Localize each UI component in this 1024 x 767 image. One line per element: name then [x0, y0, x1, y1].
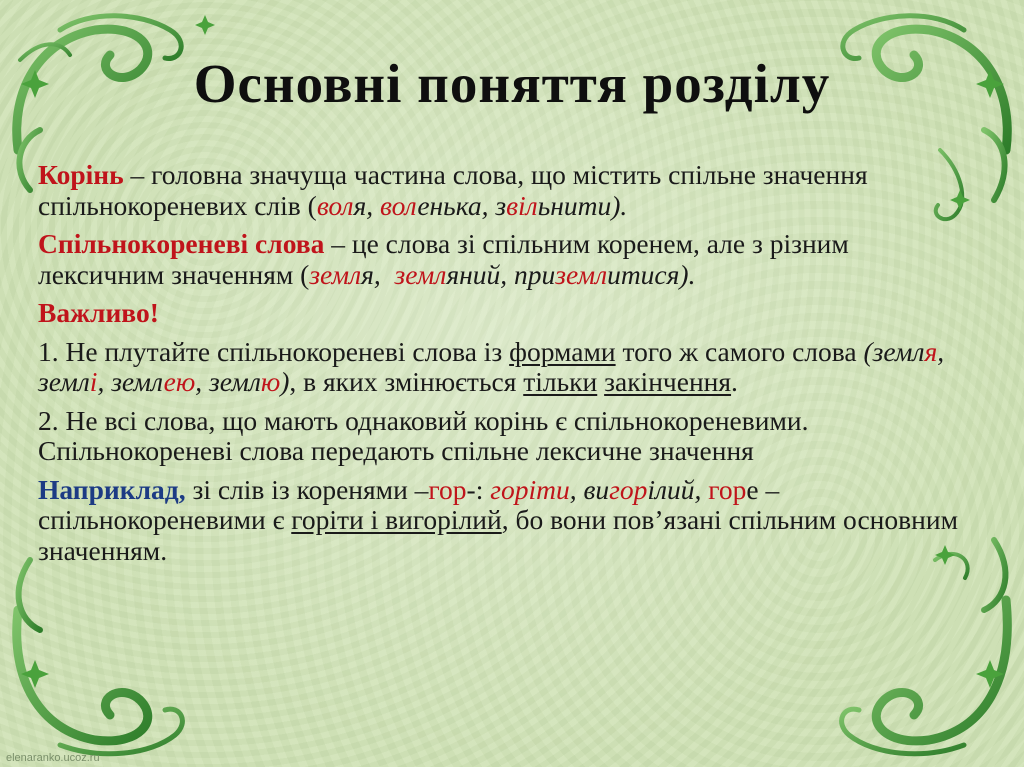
example-root: земл	[309, 258, 362, 290]
underlined-ending: закінчення	[604, 366, 732, 397]
period: .	[160, 534, 168, 566]
separator: ,	[97, 366, 112, 397]
important-heading	[38, 298, 968, 329]
closing-paren: ).	[611, 189, 628, 221]
example-ending: енька	[417, 189, 482, 221]
example-ending: я	[353, 189, 367, 221]
separator: ,	[937, 335, 945, 367]
example-text: -:	[466, 473, 491, 505]
corner-swirl-bottom-left	[17, 560, 183, 754]
word-root: гор	[609, 473, 648, 505]
rule-text: , в яких змінюється	[289, 366, 524, 397]
rule-number: 1.	[38, 335, 59, 367]
example-text: – спільнокореневими є	[38, 473, 780, 535]
rule-text: того ж самого слова	[615, 335, 864, 367]
term-root: Корінь	[38, 159, 124, 190]
example-root: вол	[380, 189, 418, 221]
example-ending: ьнити	[537, 189, 612, 221]
example-root: вол	[316, 189, 354, 221]
definition-root	[38, 160, 968, 221]
example-root: віл	[506, 189, 538, 221]
underlined-words: горіти і вигорілий	[291, 504, 502, 535]
form-ending: ею	[163, 366, 196, 397]
example-text: зі слів із коренями –	[185, 473, 429, 505]
separator: ,	[500, 258, 515, 290]
opening-paren: (	[863, 335, 873, 367]
word-root: гор	[490, 473, 529, 505]
separator: ,	[373, 258, 395, 290]
important-label: Важливо!	[38, 297, 159, 328]
watermark: elenaranko.ucoz.ru	[6, 752, 100, 764]
underlined-only: тільки	[523, 366, 598, 397]
word-ending: ілий	[647, 473, 695, 505]
word-root: гор	[708, 473, 747, 505]
example-ending: яний	[446, 258, 501, 290]
slide-body	[38, 160, 968, 574]
word-prefix: ви	[583, 473, 610, 505]
separator: ,	[195, 366, 210, 397]
separator: ,	[481, 189, 496, 221]
separator: ,	[694, 473, 709, 505]
word-ending: іти	[528, 473, 570, 505]
rule-2	[38, 406, 968, 467]
form-ending: ю	[260, 366, 281, 397]
example-ending: я	[361, 258, 374, 290]
rule-text: Не плутайте спільнокореневі слова із	[58, 335, 510, 367]
word-ending: е	[746, 473, 759, 505]
form-ending: і	[89, 366, 98, 397]
definition-cognates	[38, 229, 968, 290]
example-root: земл	[394, 258, 447, 290]
example-prefix: з	[495, 189, 507, 221]
closing-paren: )	[280, 366, 290, 397]
example-prefix: при	[514, 258, 556, 290]
example-list	[309, 259, 695, 290]
closing-paren: ).	[679, 258, 696, 290]
sparkle-bottom-left	[21, 660, 49, 688]
definition-text: – це слова зі спільним коренем, але з різним лексичним значенням (	[38, 228, 849, 290]
slide-title: Основні поняття розділу	[193, 53, 831, 114]
rule-text: Не всі слова, що мають однаковий корінь є спільнокореневими. Спільнокореневі слова передають спільне лексичне значення	[38, 404, 809, 466]
example-list	[317, 190, 627, 221]
separator: ,	[366, 189, 380, 221]
form-root: земл	[111, 366, 164, 397]
separator: ,	[569, 473, 584, 505]
highlighted-root: гор	[428, 473, 467, 505]
example-root: земл	[555, 258, 608, 290]
form-root: земл	[38, 366, 90, 397]
rule-number: 2.	[38, 404, 59, 436]
example-label: Наприклад,	[38, 473, 186, 505]
definition-text: – головна значуща частина слова, що містить спільне значення спільнокореневих слів (	[38, 159, 868, 221]
underlined-forms: формами	[509, 335, 616, 367]
word-list	[490, 474, 708, 505]
example-ending: итися	[607, 258, 680, 290]
period: .	[731, 366, 738, 397]
form-root: земл	[209, 366, 261, 397]
example-paragraph	[38, 475, 968, 567]
form-ending: я	[924, 335, 938, 367]
term-cognates: Спільнокореневі слова	[38, 228, 325, 259]
form-root: земл	[872, 335, 925, 367]
rule-1	[38, 337, 968, 398]
example-text: , бо вони пов’язані спільним основним значенням	[38, 504, 958, 566]
